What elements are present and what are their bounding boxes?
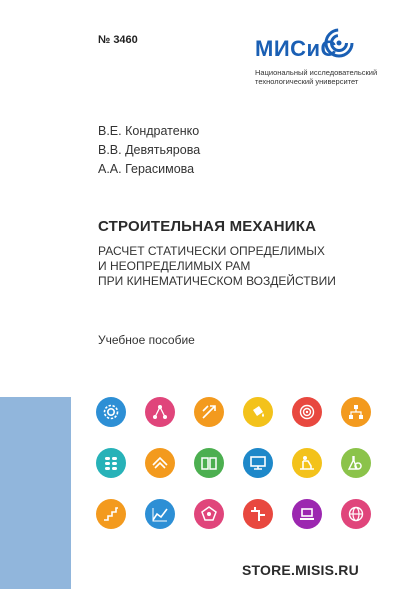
chemistry-icon bbox=[341, 448, 371, 478]
pentagon-icon bbox=[194, 499, 224, 529]
paint-bucket-icon bbox=[243, 397, 273, 427]
worker-icon bbox=[292, 448, 322, 478]
logo-wordmark: МИСиС bbox=[255, 36, 337, 61]
publication-number: № 3460 bbox=[98, 34, 138, 46]
modules-icon bbox=[96, 448, 126, 478]
globe-icon bbox=[341, 499, 371, 529]
line-chart-icon bbox=[145, 499, 175, 529]
misis-logo bbox=[255, 26, 405, 96]
target-icon bbox=[292, 397, 322, 427]
author-name: В.В. Девятьярова bbox=[98, 143, 201, 157]
authors-list bbox=[98, 122, 200, 179]
store-url: STORE.MISIS.RU bbox=[242, 562, 359, 578]
logo-subtitle: Национальный исследовательский технологический университет bbox=[255, 68, 378, 86]
gear-icon bbox=[96, 397, 126, 427]
author-name: А.А. Герасимова bbox=[98, 162, 195, 176]
roof-icon bbox=[145, 448, 175, 478]
document-type: Учебное пособие bbox=[98, 333, 195, 347]
monitor-icon bbox=[243, 448, 273, 478]
pipes-icon bbox=[243, 499, 273, 529]
stairs-icon bbox=[96, 499, 126, 529]
logo-emblem-icon bbox=[324, 28, 354, 58]
book-icon bbox=[194, 448, 224, 478]
decorative-side-bar bbox=[0, 397, 71, 589]
arrows-icon bbox=[194, 397, 224, 427]
author-name: В.Е. Кондратенко bbox=[98, 124, 200, 138]
book-subtitle: РАСЧЕТ СТАТИЧЕСКИ ОПРЕДЕЛИМЫХ И НЕОПРЕДЕЛИМЫХ РАМ ПРИ КИНЕМАТИЧЕСКОМ ВОЗДЕЙСТВИИ bbox=[98, 244, 336, 288]
subject-icon-grid bbox=[96, 397, 390, 529]
hierarchy-icon bbox=[341, 397, 371, 427]
laptop-icon bbox=[292, 499, 322, 529]
book-title: СТРОИТЕЛЬНАЯ МЕХАНИКА bbox=[98, 218, 317, 235]
network-icon bbox=[145, 397, 175, 427]
